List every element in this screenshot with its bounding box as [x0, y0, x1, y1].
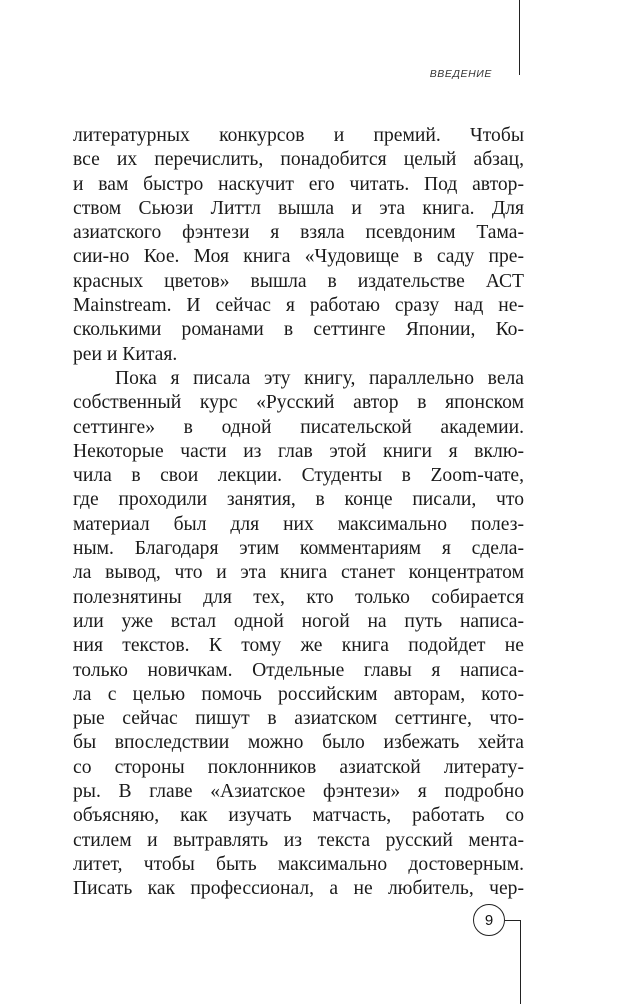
top-corner-rule — [496, 0, 520, 75]
text-line: ла с целью помочь российским авторам, кото- — [73, 683, 524, 705]
text-line: реи и Китая. — [73, 343, 178, 365]
text-line: собственный курс «Русский автор в японском — [73, 392, 524, 414]
text-line: ным. Благодаря этим комментариям я сдела- — [73, 538, 524, 560]
text-line: или уже встал одной ногой на путь написа- — [73, 610, 524, 632]
text-line: Писать как профессионал, а не любитель, чер- — [73, 878, 524, 900]
text-line: материал был для них максимально полез- — [73, 513, 524, 535]
text-line: полезнятины для тех, кто только собирается — [73, 586, 524, 608]
text-line: со стороны поклонников азиатской литерату- — [73, 756, 524, 778]
text-line: сеттинге» в одной писательской академии. — [73, 416, 524, 438]
text-line: ния текстов. К тому же книга подойдет не — [73, 635, 524, 657]
text-line: сии-но Кое. Моя книга «Чудовище в саду пре- — [73, 246, 524, 268]
text-line: объясняю, как изучать матчасть, работать со — [73, 805, 524, 827]
text-line: литературных конкурсов и премий. Чтобы — [73, 125, 524, 146]
text-line: красных цветов» вышла в издательстве АСТ — [73, 270, 524, 292]
text-line: Mainstream. И сейчас я работаю сразу над не- — [73, 295, 524, 317]
page-number: 9 — [473, 904, 505, 936]
running-head: ВВЕДЕНИЕ — [429, 68, 492, 80]
body-text — [73, 124, 524, 902]
text-line: Пока я писала эту книгу, параллельно вела — [115, 367, 524, 389]
text-line: ла вывод, что и эта книга станет концентратом — [73, 562, 524, 584]
text-line: рые сейчас пишут в азиатском сеттинге, что- — [73, 708, 524, 730]
page-number-rule — [505, 920, 521, 1004]
text-line: Некоторые части из глав этой книги я вклю- — [73, 440, 524, 462]
text-line: и вам быстро наскучит его читать. Под автор- — [73, 173, 524, 195]
text-line: бы впоследствии можно было избежать хейта — [73, 732, 524, 754]
text-line: ством Сьюзи Литтл вышла и эта книга. Для — [73, 197, 524, 219]
text-line: азиатского фэнтези я взяла псевдоним Тама- — [73, 222, 524, 244]
text-line: только новичкам. Отдельные главы я написа- — [73, 659, 524, 681]
text-line: литет, чтобы быть максимально достоверным. — [73, 853, 524, 875]
text-line: чила в свои лекции. Студенты в Zoom-чате, — [73, 465, 524, 487]
text-line: сколькими романами в сеттинге Японии, Ко- — [73, 319, 524, 341]
text-line: стилем и вытравлять из текста русский мента- — [73, 829, 524, 851]
text-line: все их перечислить, понадобится целый абзац, — [73, 149, 524, 171]
text-line: ры. В главе «Азиатское фэнтези» я подробно — [73, 781, 524, 803]
text-line: где проходили занятия, в конце писали, что — [73, 489, 524, 511]
page-number-block — [473, 904, 533, 1000]
